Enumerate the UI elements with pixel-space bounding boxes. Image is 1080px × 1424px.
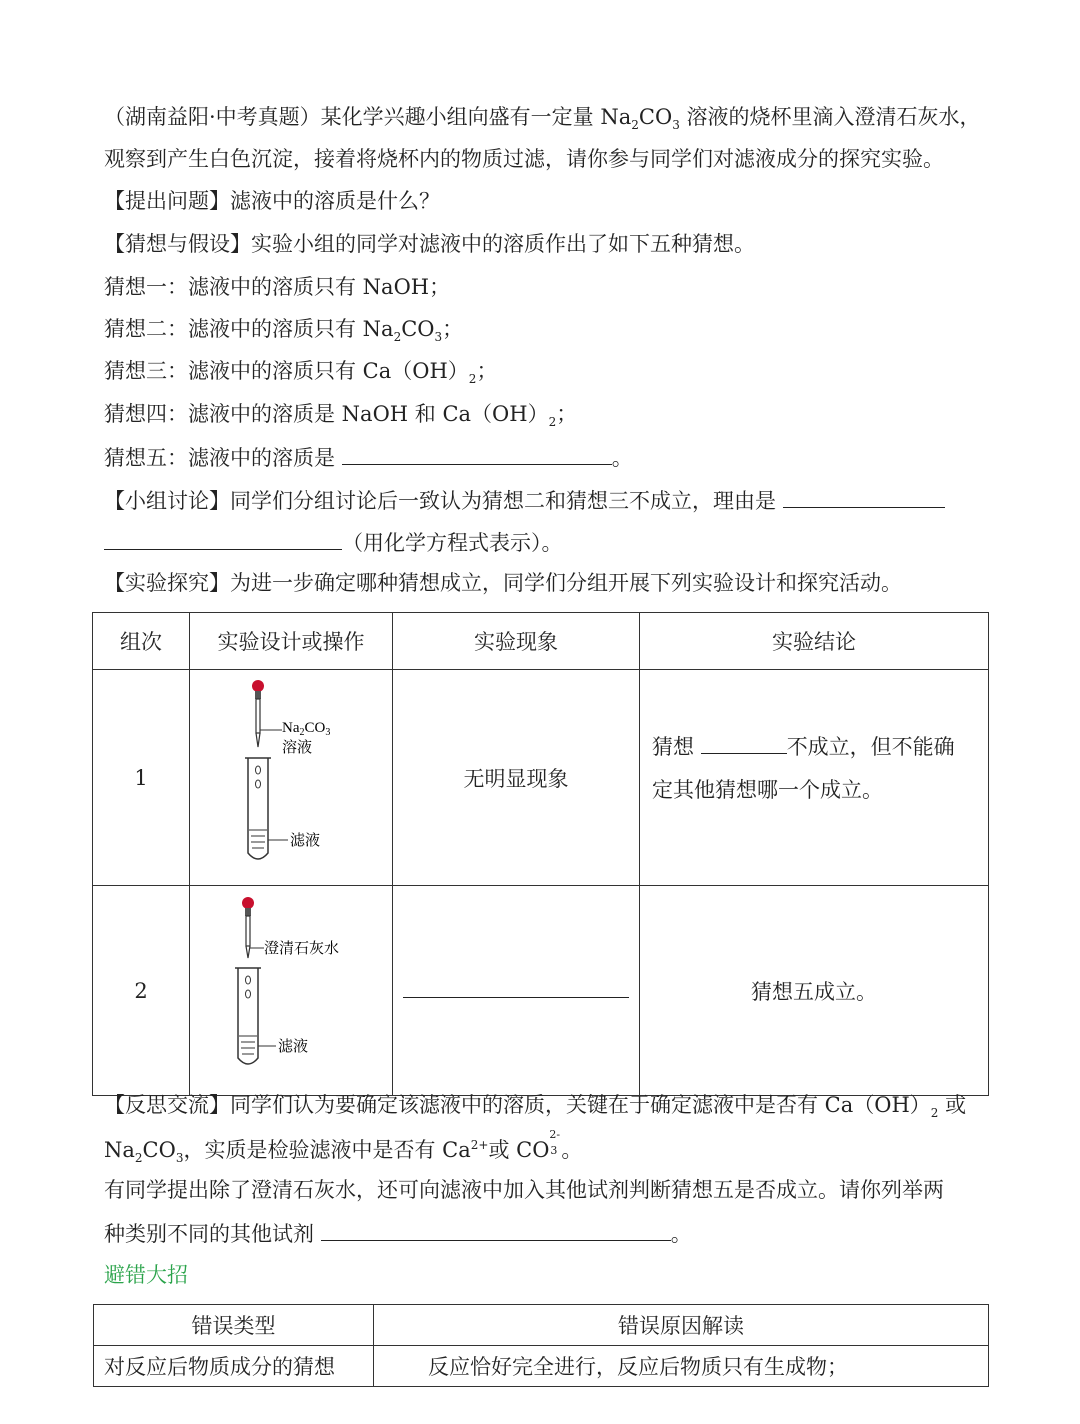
filtrate-label: 滤液	[290, 833, 321, 849]
error-header-type: 错误类型	[94, 1305, 374, 1346]
hypothesis-intro: 【猜想与假设】实验小组的同学对滤液中的溶质作出了如下五种猜想。	[104, 232, 755, 256]
reflection-blank[interactable]	[321, 1222, 671, 1241]
header-conclusion: 实验结论	[640, 613, 989, 670]
test-tube-icon	[248, 758, 268, 859]
row1-conclusion-blank[interactable]	[701, 735, 787, 754]
row2-conclusion: 猜想五成立。	[640, 886, 989, 1096]
error-row-reason: 反应恰好完全进行，反应后物质只有生成物；	[374, 1346, 989, 1387]
header-phenomenon: 实验现象	[393, 613, 640, 670]
discussion-blank-1[interactable]	[783, 489, 945, 508]
reflection-line-1: 【反思交流】同学们认为要确定该滤液中的溶质，关键在于确定滤液中是否有 $Ca(OH)_2$ 或	[104, 1093, 967, 1121]
row1-group: 1	[93, 670, 190, 886]
reflection-line-4: 种类别不同的其他试剂 。	[104, 1222, 692, 1246]
error-row-type: 对反应后物质成分的猜想	[94, 1346, 374, 1387]
test-tube-icon	[238, 968, 258, 1064]
header-group: 组次	[93, 613, 190, 670]
tips-title: 避错大招	[104, 1263, 188, 1287]
row1-conclusion: 猜想 不成立，但不能确 定其他猜想哪一个成立。	[640, 670, 989, 886]
discussion-line-2: （用化学方程式表示）。	[104, 531, 563, 554]
reagent-label: 澄清石灰水	[264, 941, 340, 957]
reflection-line-2: $Na_2CO_3$，实质是检验滤液中是否有 $Ca^{2+}$或 CO 2- 3 。	[104, 1128, 583, 1166]
question: 【提出问题】滤液中的溶质是什么？	[104, 189, 440, 213]
discussion-blank-2[interactable]	[104, 531, 342, 550]
reagent-label: $Na_2CO_3$	[282, 720, 331, 738]
header-design: 实验设计或操作	[190, 613, 393, 670]
guess-5-blank[interactable]	[342, 446, 612, 465]
row1-phenomenon: 无明显现象	[393, 670, 640, 886]
dropper-bulb-icon	[242, 897, 254, 909]
guess-3: 猜想三：滤液中的溶质只有 $Ca(OH)_2$；	[104, 359, 498, 387]
row2-phenomenon	[393, 886, 640, 1096]
dropper-bulb-icon	[252, 680, 264, 692]
guess-5: 猜想五：滤液中的溶质是 。	[104, 446, 633, 470]
reagent-label-2: 溶液	[282, 740, 313, 756]
row2-phenomenon-blank[interactable]	[403, 979, 629, 998]
intro-line-1: （湖南益阳·中考真题）某化学兴趣小组向盛有一定量 $Na_2CO_3$ 溶液的烧杯里滴入澄清石灰水，	[104, 105, 981, 133]
row1-apparatus	[190, 670, 393, 886]
dropper-tube-diagram-2	[190, 886, 390, 1090]
intro-line-2: 观察到产生白色沉淀，接着将烧杯内的物质过滤，请你参与同学们对滤液成分的探究实验。	[104, 147, 944, 171]
guess-1: 猜想一：滤液中的溶质只有 NaOH；	[104, 275, 451, 299]
error-table	[93, 1304, 989, 1387]
experiment-intro: 【实验探究】为进一步确定哪种猜想成立，同学们分组开展下列实验设计和探究活动。	[104, 571, 902, 595]
dropper-tube-diagram-1	[190, 670, 390, 880]
filtrate-label: 滤液	[278, 1039, 309, 1055]
guess-4: 猜想四：滤液中的溶质是 NaOH 和 $Ca(OH)_2$；	[104, 402, 578, 430]
row2-apparatus	[190, 886, 393, 1096]
error-header-reason: 错误原因解读	[374, 1305, 989, 1346]
discussion-line-1: 【小组讨论】同学们分组讨论后一致认为猜想二和猜想三不成立，理由是	[104, 489, 945, 512]
reflection-line-3: 有同学提出除了澄清石灰水，还可向滤液中加入其他试剂判断猜想五是否成立。请你列举两	[104, 1178, 944, 1202]
guess-2: 猜想二：滤液中的溶质只有 $Na_2CO_3$；	[104, 317, 464, 345]
row2-group: 2	[93, 886, 190, 1096]
experiment-table	[92, 612, 989, 1096]
